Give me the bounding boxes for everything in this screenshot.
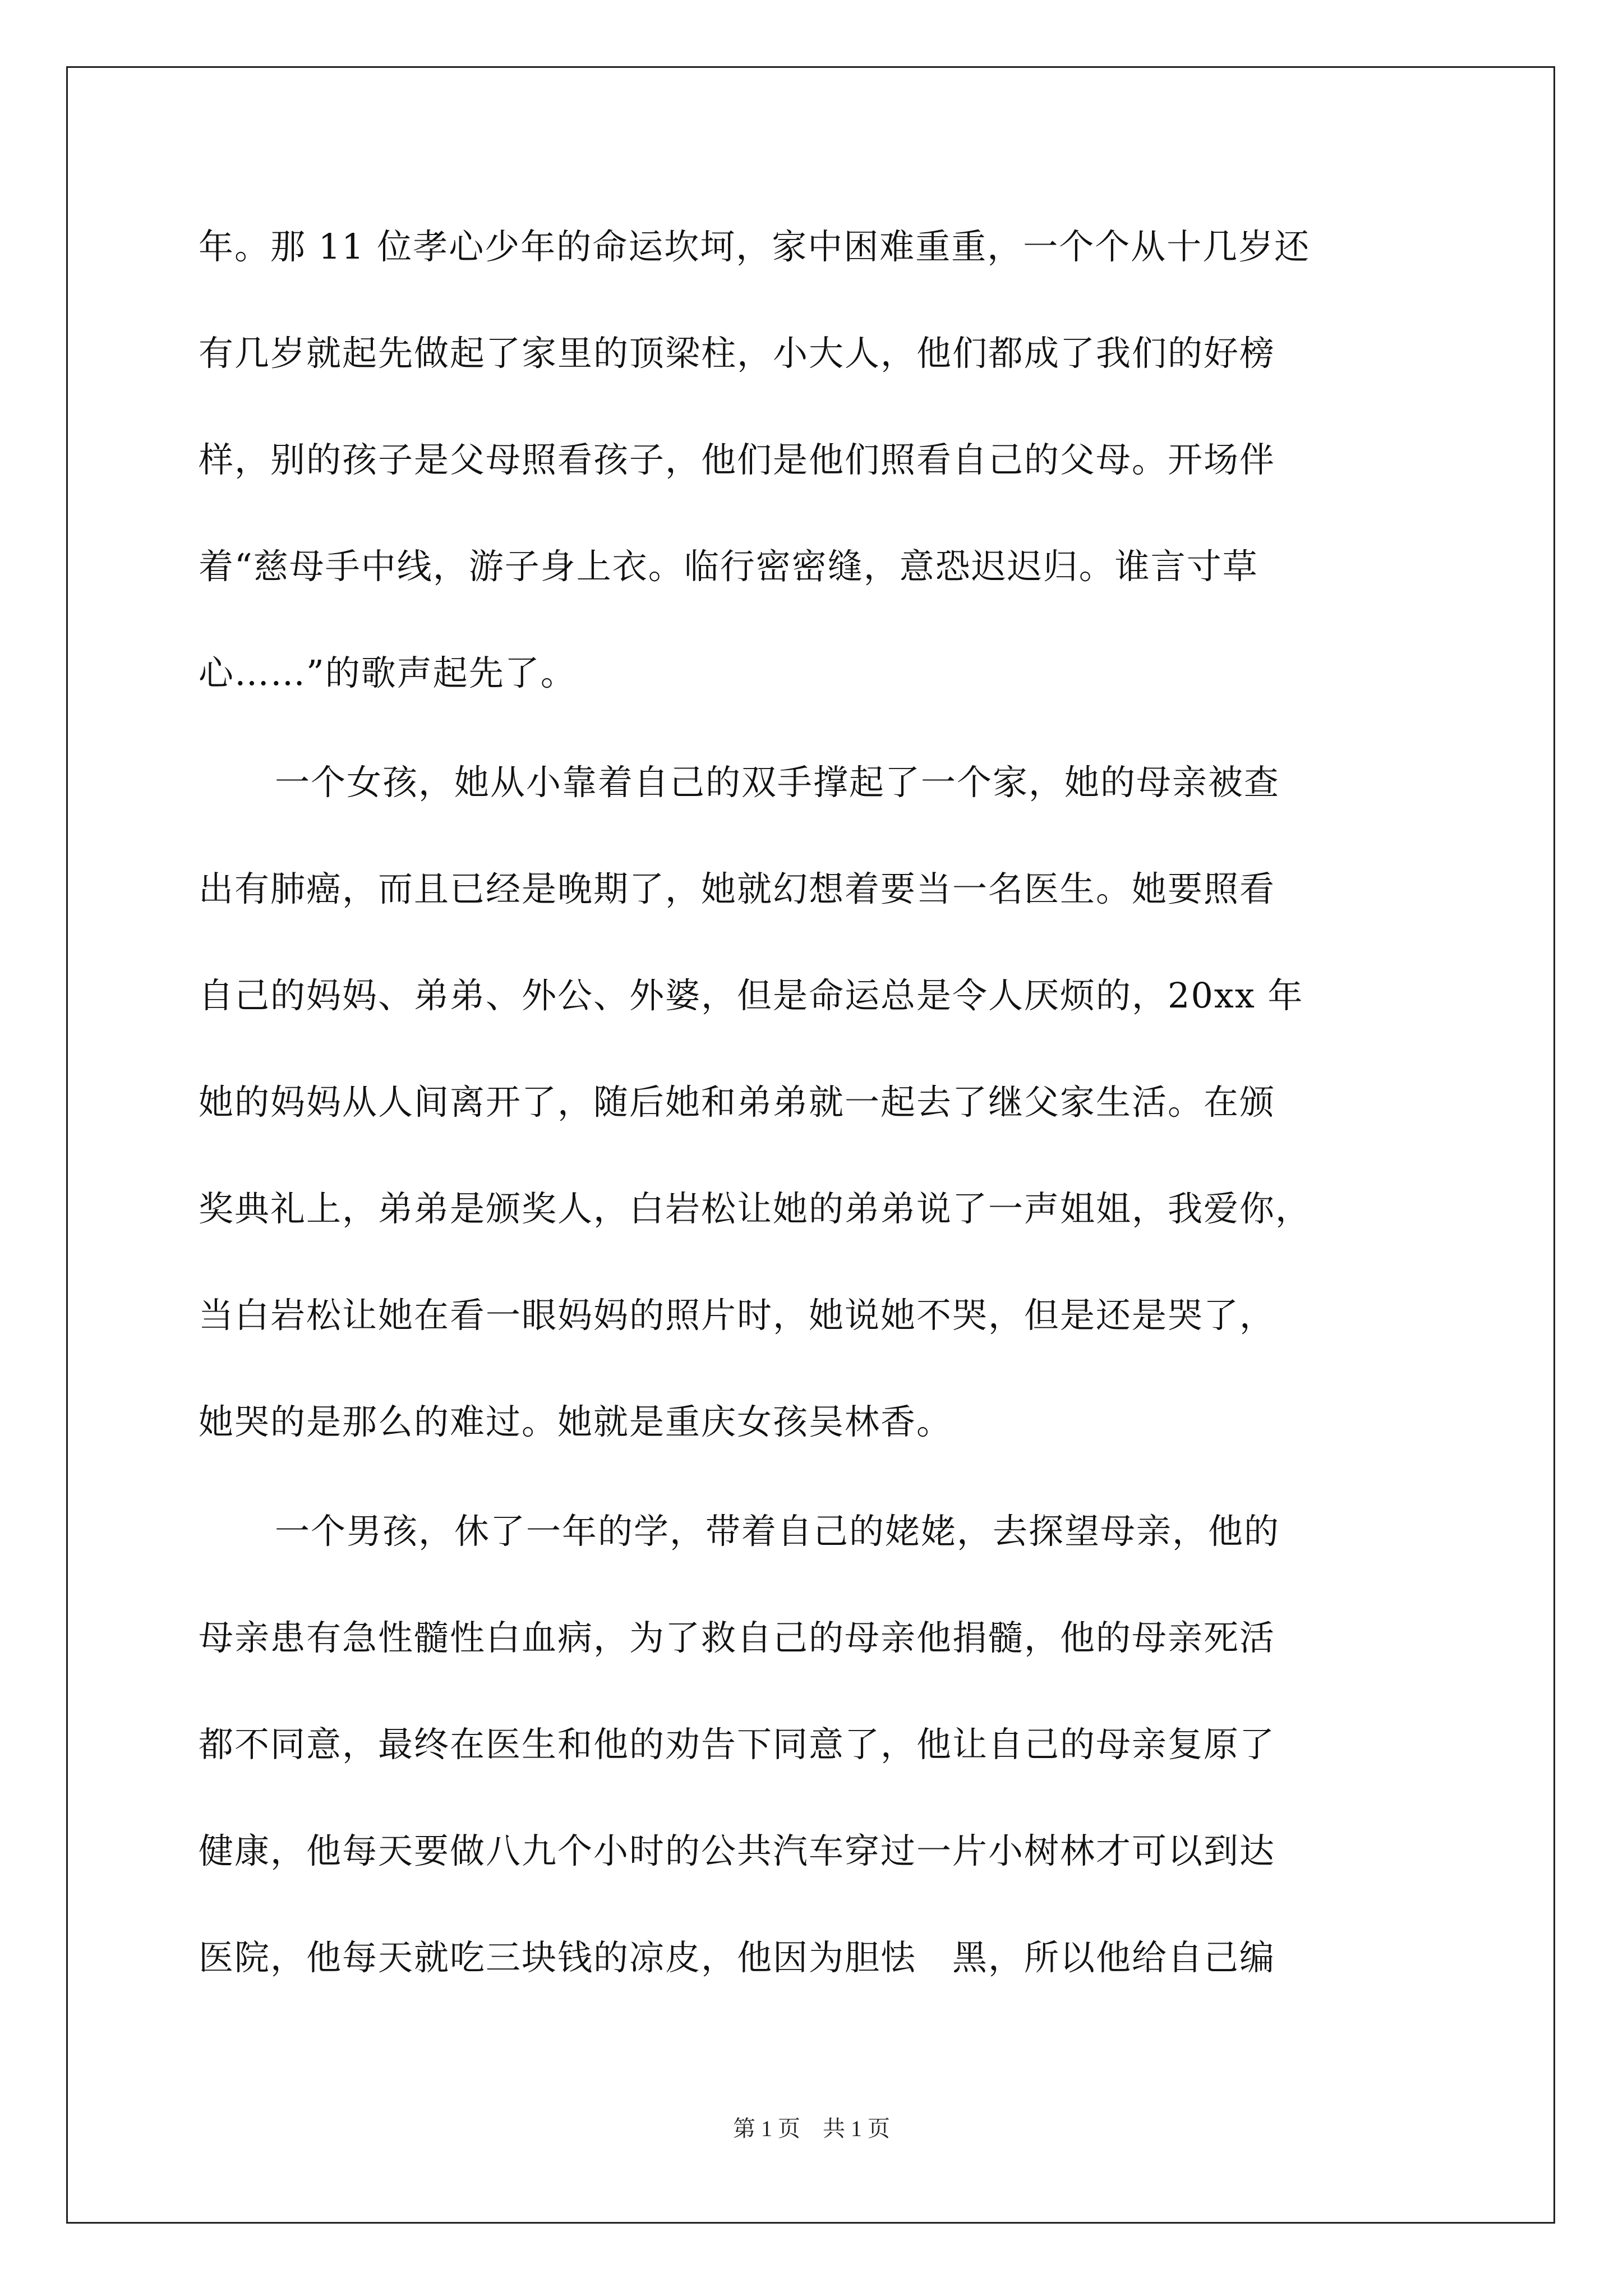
text-line: 当白岩松让她在看一眼妈妈的照片时，她说她不哭，但是还是哭了， [199,1295,1276,1336]
text-line: 她哭的是那么的难过。她就是重庆女孩吴林香。 [199,1401,953,1442]
text-line: 奖典礼上，弟弟是颁奖人，白岩松让她的弟弟说了一声姐姐，我爱你， [199,1188,1312,1229]
text-line: 心……”的歌声起先了。 [199,652,577,693]
text-line: 着“慈母手中线，游子身上衣。临行密密缝，意恐迟迟归。谁言寸草 [199,546,1258,587]
text-line: 有几岁就起先做起了家里的顶梁柱，小大人，他们都成了我们的好榜 [199,333,1276,374]
text-line: 出有肺癌，而且已经是晚期了，她就幻想着要当一名医生。她要照看 [199,868,1276,909]
paragraph-first-line: 一个女孩，她从小靠着自己的双手撑起了一个家，她的母亲被查 [275,762,1280,803]
text-line: 都不同意，最终在医生和他的劝告下同意了，他让自己的母亲复原了 [199,1724,1276,1765]
page-border [66,66,1555,2224]
text-line: 自己的妈妈、弟弟、外公、外婆，但是命运总是令人厌烦的，20xx 年 [199,975,1304,1016]
text-line: 年。那 11 位孝心少年的命运坎坷，家中困难重重，一个个从十几岁还 [199,226,1311,267]
text-line: 她的妈妈从人间离开了，随后她和弟弟就一起去了继父家生活。在颁 [199,1082,1276,1122]
text-line: 母亲患有急性髓性白血病，为了救自己的母亲他捐髓，他的母亲死活 [199,1617,1276,1658]
text-line: 健康，他每天要做八九个小时的公共汽车穿过一片小树林才可以到达 [199,1830,1276,1871]
page-footer: 第 1 页 共 1 页 [733,2116,890,2141]
text-line: 医院，他每天就吃三块钱的凉皮，他因为胆怯 黑，所以他给自己编 [199,1937,1276,1978]
paragraph-first-line: 一个男孩，休了一年的学，带着自己的姥姥，去探望母亲，他的 [275,1511,1280,1552]
text-line: 样，别的孩子是父母照看孩子，他们是他们照看自己的父母。开场伴 [199,439,1276,480]
